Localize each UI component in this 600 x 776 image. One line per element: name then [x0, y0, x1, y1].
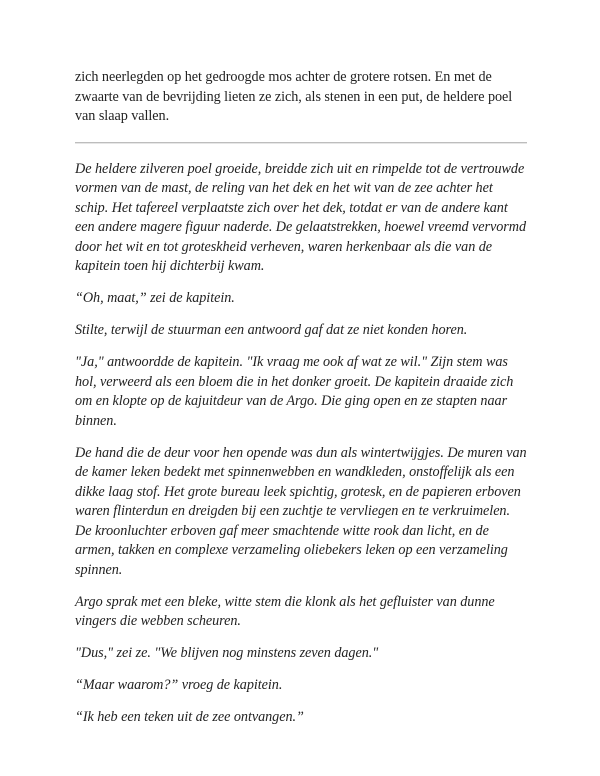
paragraph-argo-sprak: Argo sprak met een bleke, witte stem die klonk als het gefluister van dunne vingers die webben scheuren. — [75, 593, 495, 629]
paragraph-teken-uit-zee: “Ik heb een teken uit de zee ontvangen.” — [75, 709, 304, 725]
paragraph-stilte: Stilte, terwijl de stuurman een antwoord gaf dat ze niet konden horen. — [75, 322, 468, 338]
paragraph-dus: "Dus," zei ze. "We blijven nog minstens zeven dagen." — [75, 645, 379, 661]
document-page — [75, 68, 527, 740]
paragraph-dream-description: De heldere zilveren poel groeide, breidde zich uit en rimpelde tot de vertrouwde vormen van de mast, de reling van het dek en het wit van de zee achter het schip. Het tafereel verplaatste zich over het dek, totdat er van de andere kant een andere magere figuur naderde. De gelaatstrekken, hoewel vreemd vervormd door het wit en tot groteskheid verheven, waren herkenbaar als die van de kapitein toen hij dichterbij kwam. — [75, 160, 527, 274]
section-divider — [75, 142, 527, 144]
paragraph-maar-waarom: “Maar waarom?” vroeg de kapitein. — [75, 677, 283, 693]
paragraph-oh-maat: “Oh, maat,” zei de kapitein. — [75, 290, 235, 306]
paragraph-ja-antwoordde: "Ja," antwoordde de kapitein. "Ik vraag me ook af wat ze wil." Zijn stem was hol, verweerd als een bloem die in het donker groeit. De kapitein draaide zich om en klopte op de kajuitdeur van de Argo. Die ging open en ze stapten naar binnen. — [75, 354, 514, 429]
paragraph-de-hand: De hand die de deur voor hen opende was dun als wintertwijgjes. De muren van de kamer leken bedekt met spinnenwebben en wandkleden, onstoffelijk als een dikke laag stof. Het grote bureau leek spichtig, grotesk, en de papieren erboven waren flinterdun en dreigden bij een zuchtje te vervliegen en te verkruimelen. De kroonluchter erboven gaf meer smachtende witte rook dan licht, en de armen, takken en complexe verzameling oliebekers leken op een verzameling spinnen. — [75, 444, 527, 578]
intro-paragraph: zich neerlegden op het gedroogde mos achter de grotere rotsen. En met de zwaarte van de bevrijding lieten ze zich, als stenen in een put, de heldere poel van slaap vallen. — [75, 69, 513, 124]
